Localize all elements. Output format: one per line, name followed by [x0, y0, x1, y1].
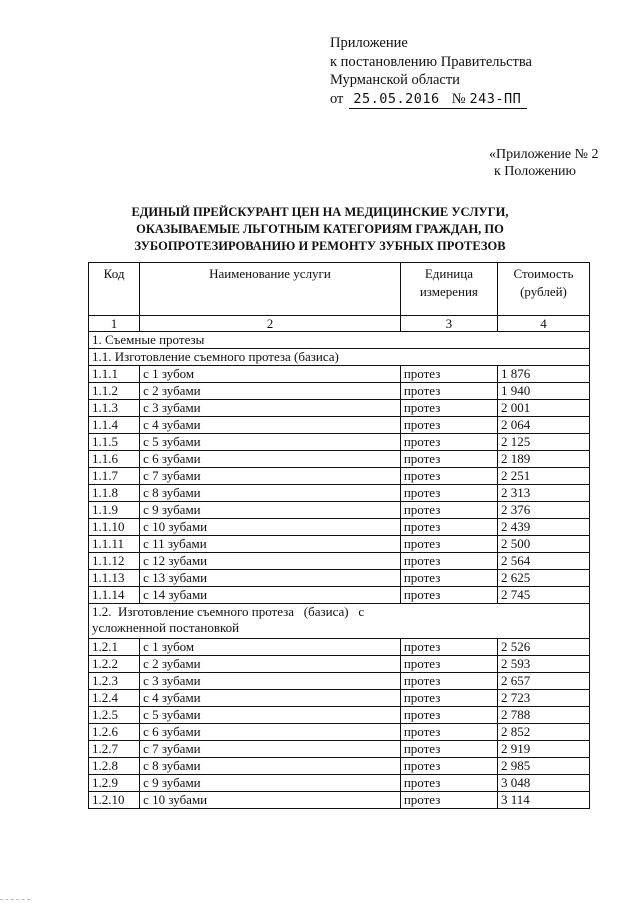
service-code: 1.2.10	[89, 792, 140, 809]
decree-reference	[330, 90, 532, 110]
service-unit: протез	[400, 434, 497, 451]
service-unit: протез	[400, 758, 497, 775]
header-unit	[400, 263, 497, 316]
service-unit: протез	[400, 570, 497, 587]
section-row	[89, 349, 590, 366]
service-cost: 2 985	[497, 758, 589, 775]
column-number: 1	[89, 316, 140, 332]
section-removable-prostheses: 1. Съемные протезы	[89, 332, 590, 349]
service-unit: протез	[400, 553, 497, 570]
service-cost: 2 593	[497, 656, 589, 673]
service-name: с 2 зубами	[140, 383, 401, 400]
service-unit: протез	[400, 383, 497, 400]
column-number-row	[89, 316, 590, 332]
table-row	[89, 707, 590, 724]
service-cost: 2 125	[497, 434, 589, 451]
service-code: 1.1.6	[89, 451, 140, 468]
service-name: с 6 зубами	[140, 724, 401, 741]
service-unit: протез	[400, 707, 497, 724]
service-unit: протез	[400, 673, 497, 690]
service-name: с 6 зубами	[140, 451, 401, 468]
table-row	[89, 468, 590, 485]
service-cost: 2 376	[497, 502, 589, 519]
service-code: 1.2.3	[89, 673, 140, 690]
table-header-row	[89, 263, 590, 316]
table-row	[89, 485, 590, 502]
header-line-decree: к постановлению Правительства	[330, 53, 532, 70]
column-number: 2	[140, 316, 401, 332]
number-prefix: №	[448, 90, 466, 110]
header-line-region: Мурманской области	[330, 72, 460, 88]
column-number: 4	[497, 316, 589, 332]
table-row	[89, 639, 590, 656]
table-row	[89, 434, 590, 451]
service-unit: протез	[400, 690, 497, 707]
table-row	[89, 400, 590, 417]
service-name: с 2 зубами	[140, 656, 401, 673]
table-row	[89, 656, 590, 673]
appendix-reference	[489, 146, 599, 180]
service-cost: 2 064	[497, 417, 589, 434]
section-complex-setup-line-2: усложненной постановкой	[92, 620, 240, 635]
price-table	[88, 262, 590, 809]
service-name: с 14 зубами	[140, 587, 401, 604]
service-code: 1.1.8	[89, 485, 140, 502]
service-name: с 3 зубами	[140, 673, 401, 690]
section-row	[89, 332, 590, 349]
service-unit: протез	[400, 775, 497, 792]
table-row	[89, 366, 590, 383]
service-cost: 2 526	[497, 639, 589, 656]
service-code: 1.1.13	[89, 570, 140, 587]
service-code: 1.1.12	[89, 553, 140, 570]
header-cost	[497, 263, 589, 316]
service-cost: 3 048	[497, 775, 589, 792]
decree-number: 243-ПП	[466, 90, 528, 110]
service-name: с 9 зубами	[140, 775, 401, 792]
section-row	[89, 604, 590, 639]
table-row	[89, 673, 590, 690]
table-row	[89, 758, 590, 775]
title-line-3: ЗУБОПРОТЕЗИРОВАНИЮ И РЕМОНТУ ЗУБНЫХ ПРОТЕЗОВ	[134, 239, 506, 253]
table-row	[89, 724, 590, 741]
service-name: с 7 зубами	[140, 468, 401, 485]
header-name: Наименование услуги	[140, 263, 401, 316]
service-unit: протез	[400, 502, 497, 519]
service-unit: протез	[400, 519, 497, 536]
service-cost: 2 852	[497, 724, 589, 741]
table-row	[89, 792, 590, 809]
service-unit: протез	[400, 639, 497, 656]
service-name: с 11 зубами	[140, 536, 401, 553]
table-row	[89, 690, 590, 707]
title-line-1: ЕДИНЫЙ ПРЕЙСКУРАНТ ЦЕН НА МЕДИЦИНСКИЕ УСЛУГИ,	[131, 205, 509, 219]
section-prosthesis-fabrication: 1.1. Изготовление съемного протеза (базиса)	[89, 349, 590, 366]
table-row	[89, 451, 590, 468]
service-code: 1.2.5	[89, 707, 140, 724]
document-title	[120, 204, 520, 255]
service-cost: 2 251	[497, 468, 589, 485]
service-cost: 2 439	[497, 519, 589, 536]
service-code: 1.2.1	[89, 639, 140, 656]
service-name: с 4 зубами	[140, 417, 401, 434]
service-cost: 2 500	[497, 536, 589, 553]
service-code: 1.1.10	[89, 519, 140, 536]
service-cost: 2 723	[497, 690, 589, 707]
service-name: с 4 зубами	[140, 690, 401, 707]
service-code: 1.2.6	[89, 724, 140, 741]
table-row	[89, 383, 590, 400]
service-cost: 2 189	[497, 451, 589, 468]
service-code: 1.1.7	[89, 468, 140, 485]
service-cost: 2 001	[497, 400, 589, 417]
service-name: с 5 зубами	[140, 434, 401, 451]
service-unit: протез	[400, 724, 497, 741]
service-code: 1.1.11	[89, 536, 140, 553]
service-cost: 1 876	[497, 366, 589, 383]
table-row	[89, 570, 590, 587]
service-cost: 2 745	[497, 587, 589, 604]
approval-header	[330, 34, 532, 109]
service-code: 1.1.5	[89, 434, 140, 451]
service-cost: 2 657	[497, 673, 589, 690]
service-code: 1.1.2	[89, 383, 140, 400]
service-code: 1.2.8	[89, 758, 140, 775]
service-name: с 3 зубами	[140, 400, 401, 417]
header-cost-line-2: (рублей)	[520, 284, 567, 299]
service-cost: 3 114	[497, 792, 589, 809]
decree-date: 25.05.2016	[349, 90, 447, 110]
table-row	[89, 536, 590, 553]
service-unit: протез	[400, 587, 497, 604]
service-unit: протез	[400, 741, 497, 758]
service-name: с 1 зубом	[140, 366, 401, 383]
service-code: 1.1.1	[89, 366, 140, 383]
service-name: с 10 зубами	[140, 519, 401, 536]
service-name: с 5 зубами	[140, 707, 401, 724]
table-row	[89, 502, 590, 519]
service-unit: протез	[400, 656, 497, 673]
table-row	[89, 553, 590, 570]
service-code: 1.1.9	[89, 502, 140, 519]
service-unit: протез	[400, 485, 497, 502]
service-name: с 7 зубами	[140, 741, 401, 758]
service-unit: протез	[400, 536, 497, 553]
service-unit: протез	[400, 417, 497, 434]
header-code: Код	[89, 263, 140, 316]
service-unit: протез	[400, 400, 497, 417]
service-code: 1.1.14	[89, 587, 140, 604]
service-name: с 13 зубами	[140, 570, 401, 587]
service-cost: 2 313	[497, 485, 589, 502]
service-cost: 2 564	[497, 553, 589, 570]
header-unit-line-1: Единица	[424, 266, 473, 281]
section-complex-setup	[89, 604, 590, 639]
rows-group-1-2	[89, 639, 590, 809]
header-line-appendix: Приложение	[330, 35, 408, 51]
table-row	[89, 741, 590, 758]
service-cost: 2 788	[497, 707, 589, 724]
service-cost: 1 940	[497, 383, 589, 400]
column-number: 3	[400, 316, 497, 332]
appendix-line-1: «Приложение № 2	[489, 147, 599, 162]
service-name: с 10 зубами	[140, 792, 401, 809]
page-edge-mark	[0, 899, 30, 902]
service-name: с 12 зубами	[140, 553, 401, 570]
service-code: 1.1.3	[89, 400, 140, 417]
from-prefix: от	[330, 90, 344, 107]
service-unit: протез	[400, 451, 497, 468]
service-code: 1.2.4	[89, 690, 140, 707]
service-cost: 2 625	[497, 570, 589, 587]
rows-group-1-1	[89, 366, 590, 604]
service-cost: 2 919	[497, 741, 589, 758]
table-row	[89, 417, 590, 434]
service-code: 1.2.7	[89, 741, 140, 758]
table-row	[89, 587, 590, 604]
section-complex-setup-line-1: 1.2. Изготовление съемного протеза (базиса) с	[92, 604, 365, 619]
service-name: с 8 зубами	[140, 485, 401, 502]
service-code: 1.2.9	[89, 775, 140, 792]
appendix-line-2: к Положению	[494, 164, 577, 179]
table-row	[89, 775, 590, 792]
service-unit: протез	[400, 792, 497, 809]
service-code: 1.1.4	[89, 417, 140, 434]
service-code: 1.2.2	[89, 656, 140, 673]
header-unit-line-2: измерения	[419, 284, 478, 299]
table-row	[89, 519, 590, 536]
service-unit: протез	[400, 468, 497, 485]
header-cost-line-1: Стоимость	[513, 266, 574, 281]
service-unit: протез	[400, 366, 497, 383]
service-name: с 1 зубом	[140, 639, 401, 656]
service-name: с 9 зубами	[140, 502, 401, 519]
title-line-2: ОКАЗЫВАЕМЫЕ ЛЬГОТНЫМ КАТЕГОРИЯМ ГРАЖДАН, ПО	[136, 222, 504, 236]
service-name: с 8 зубами	[140, 758, 401, 775]
